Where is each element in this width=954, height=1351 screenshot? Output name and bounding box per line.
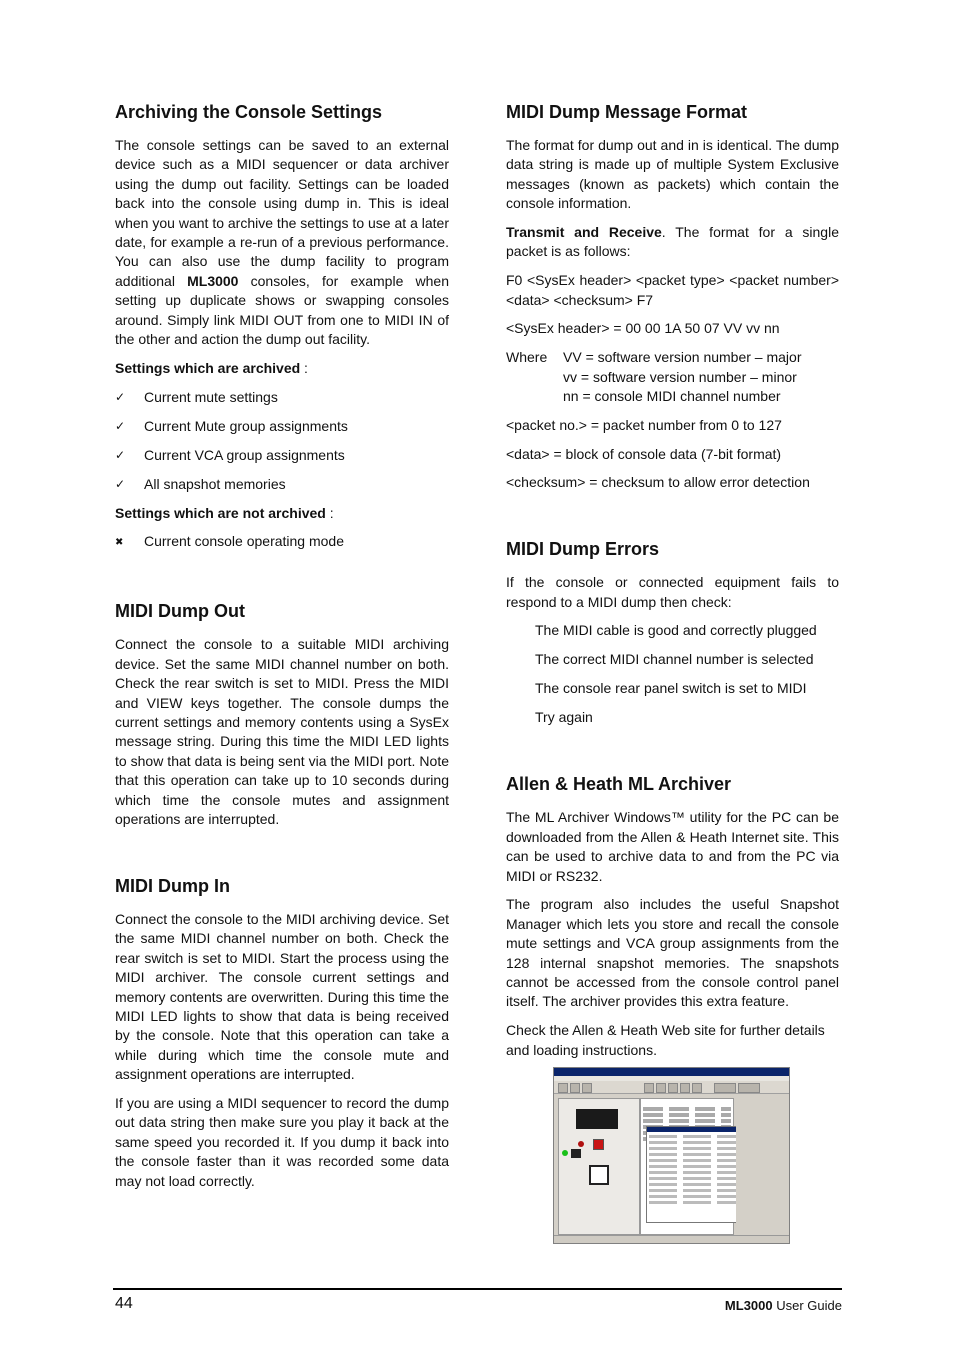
transmit-receive-paragraph [506,223,839,262]
row [649,1147,737,1150]
list-item [115,475,449,494]
page-number: 44 [115,1295,133,1312]
sysex-header-line: <SysEx header> = 00 00 1A 50 07 VV vv nn [506,320,780,337]
dump-in-paragraph-1: Connect the console to the MIDI archiving device. Set the same MIDI channel number on both. Check the rear switch is set to MIDI. Start the process using the MIDI archiver. The console current settings and memory contents are overwritten. During this time the MIDI LED lights to show that data is being received by the console. Note that this operation can take a while during which time the console mute and assignment operations are interrupted. [115,910,449,1083]
archiver-paragraph-3: Check the Allen & Heath Web site for further details and loading instructions. [506,1022,825,1058]
where-line: vv = software version number – minor [563,368,797,385]
toolbar-icon [582,1083,592,1093]
list-item-text: Current mute settings [144,388,278,405]
archiving-text-a: The console settings can be saved to an external device such as a MIDI sequencer or data archiver using the dump out facility. Settings can be loaded back into the console using dump in. This is ideal when you want to archive the settings to use at a later date, for example a re-run of a previous performance. You can also use the dump facility to program additional [115,137,449,289]
check-icon: ✓ [115,476,126,491]
led-display [576,1109,618,1129]
list-item [115,388,449,407]
toolbar-icon [656,1083,666,1093]
row [649,1153,737,1156]
toolbar-icon [668,1083,678,1093]
toolbar-icon [558,1083,568,1093]
row [649,1165,737,1168]
list-item-text: Current VCA group assignments [144,446,345,463]
row [649,1189,737,1192]
format-paragraph: The format for dump out and in is identical. The dump data string is made up of multiple System Exclusive messages (known as packets) which contain the console information. [506,137,839,212]
list-item-text: Current console operating mode [144,533,345,550]
cross-icon: ✖ [115,537,124,549]
list-item: The correct MIDI channel number is selected [535,651,814,668]
footer-guide-text: User Guide [772,1298,842,1313]
archiving-heading: Archiving the Console Settings [115,102,383,122]
transmit-receive-text: . The format for a single packet is as follows: [506,224,839,260]
footer-product: ML3000 [724,1298,773,1313]
transmit-receive-label: Transmit and Receive [506,224,662,241]
row [649,1159,737,1162]
list-item [115,446,449,465]
window-titlebar [647,1127,739,1132]
row [643,1107,731,1111]
red-button [593,1139,604,1150]
archiver-screenshot [553,1067,790,1244]
row [643,1113,731,1117]
dump-in-heading: MIDI Dump In [115,875,230,896]
toolbar-icon [570,1083,580,1093]
check-icon: ✓ [115,389,126,404]
row [649,1135,737,1138]
row [649,1195,737,1198]
where-definitions [563,348,802,406]
footer-rule [113,1288,842,1290]
errors-heading: MIDI Dump Errors [506,539,660,560]
archiving-paragraph [115,136,449,349]
dump-in-paragraph-2: If you are using a MIDI sequencer to record the dump out data string then make sure you play it back at the same speed you recorded it. If you dump it back into the console faster than it was recorded some data may not load correctly. [115,1094,449,1189]
not-archived-subheading [115,504,449,523]
dump-out-heading: MIDI Dump Out [115,601,245,622]
archived-colon: : [300,359,308,376]
toolbar-icon [644,1083,654,1093]
screenshot-control-panel [558,1098,640,1235]
where-block [506,348,839,406]
errors-paragraph: If the console or connected equipment fails to respond to a MIDI dump then check: [506,574,839,610]
footer-guide-title [725,1298,842,1313]
checksum-line: <checksum> = checksum to allow error detection [506,474,810,491]
list-item [115,532,449,551]
not-archived-label: Settings which are not archived [115,504,326,521]
format-heading: MIDI Dump Message Format [506,102,748,122]
packet-no-line: <packet no.> = packet number from 0 to 127 [506,416,782,433]
archiving-product-name: ML3000 [187,272,239,289]
archiver-paragraph-2: The program also includes the useful Snapshot Manager which lets you store and recall the console mute settings and VCA group assignments from the 128 internal snapshot memories. The snapshots cannot be accessed from the console control panel itself. The archiver provides this extra feature. [506,896,839,1010]
display-box [589,1165,609,1185]
screenshot-snapshot-window [646,1126,740,1223]
list-rows [649,1135,737,1207]
button-icon [571,1149,581,1158]
screenshot-toolbar [554,1081,789,1094]
section-gap [115,839,449,874]
screenshot-statusbar [554,1235,789,1243]
left-column [115,100,449,1200]
toolbar-icon [680,1083,690,1093]
row [649,1183,737,1186]
check-icon: ✓ [115,447,126,462]
where-line: nn = console MIDI channel number [563,388,781,405]
packet-format: F0 <SysEx header> <packet type> <packet number> <data> <checksum> F7 [506,272,839,308]
list-item-text: Current Mute group assignments [144,417,348,434]
section-gap [506,502,839,537]
toolbar-icon [692,1083,702,1093]
dump-out-paragraph: Connect the console to a suitable MIDI archiving device. Set the same MIDI channel number on both. Check the rear switch is set to MIDI. Press the MIDI and VIEW keys together. The console dumps the current settings and memory contents using a SysEx message string. During this time the MIDI LED lights to show that data is being sent via the MIDI port. Note that this operation can take up to 10 seconds during which time the console mutes and assignment operations are interrupted. [115,636,449,828]
section-gap [506,737,839,772]
list-item-text: All snapshot memories [144,475,286,492]
row [649,1171,737,1174]
screenshot-side-area [736,1098,784,1233]
red-indicator [578,1141,584,1147]
list-item [115,417,449,436]
screenshot-titlebar [554,1068,789,1076]
toolbar-icon [714,1083,736,1093]
row [649,1177,737,1180]
check-icon: ✓ [115,418,126,433]
archived-label: Settings which are archived [115,359,301,376]
archived-subheading [115,359,449,378]
right-column [506,100,839,1069]
green-indicator [562,1150,568,1156]
list-item: The console rear panel switch is set to MIDI [535,680,807,697]
row [643,1119,731,1123]
toolbar-icon [738,1083,760,1093]
archiver-heading: Allen & Heath ML Archiver [506,774,732,795]
not-archived-colon: : [325,504,334,521]
section-gap [115,561,449,599]
list-item: The MIDI cable is good and correctly plugged [535,622,817,639]
archiving-text-b: consoles, for example when setting up duplicate shows or swapping consoles around. Simply link MIDI OUT from one to MIDI IN of the other and action the dump out facility. [115,272,449,348]
row [649,1141,737,1144]
data-line: <data> = block of console data (7-bit format) [506,445,782,462]
where-label: Where [506,349,548,366]
archiver-paragraph-1: The ML Archiver Windows™ utility for the PC can be downloaded from the Allen & Heath Internet site. This can be used to archive data to and from the PC via MIDI or RS232. [506,809,839,884]
list-item: Try again [535,709,593,726]
where-line: VV = software version number – major [563,349,802,366]
row [649,1201,737,1204]
